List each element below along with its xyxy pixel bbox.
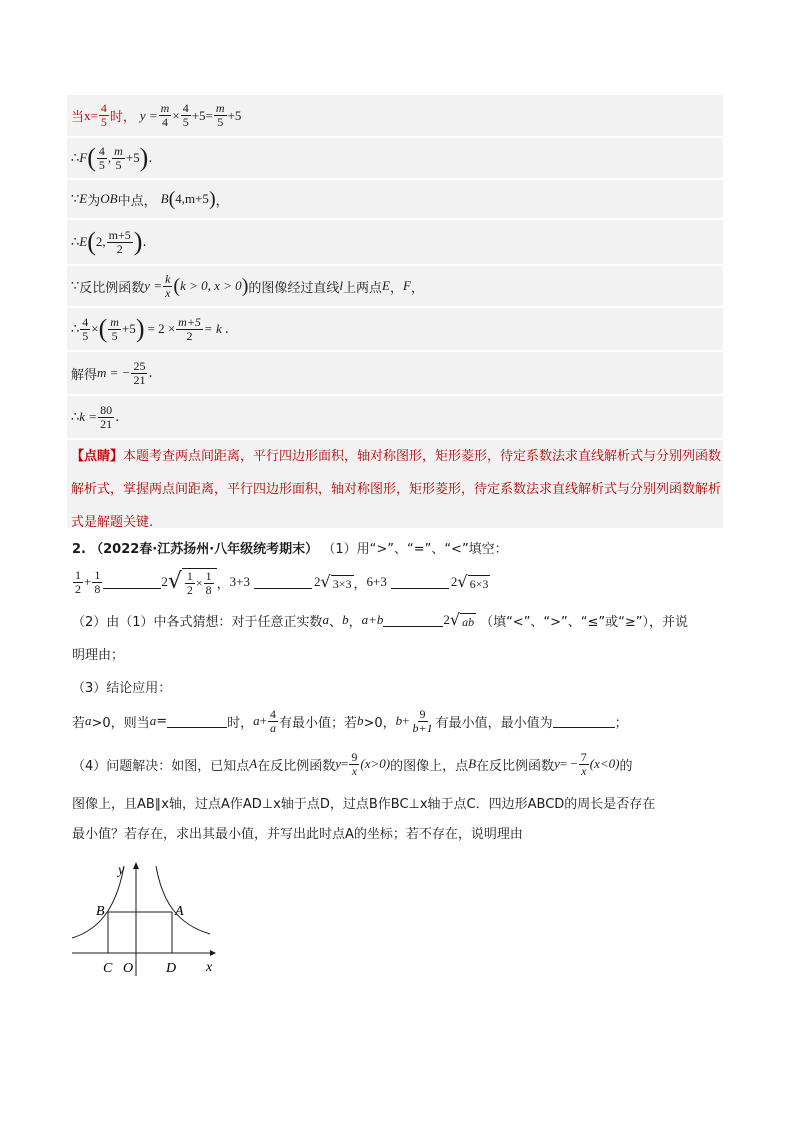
math-text: k > 0, x > 0: [180, 278, 242, 293]
math-text: +5: [227, 107, 242, 123]
key-points-tag: 【点睛】: [71, 449, 124, 464]
y-axis-arrow: [133, 862, 139, 869]
fraction: $\frac{m}{5}$: [215, 101, 225, 129]
problem2-header: [72, 538, 508, 557]
math-text: ×: [172, 107, 180, 123]
math-text: B: [160, 191, 169, 206]
fraction: $\frac{4}{a}$: [269, 706, 276, 735]
fraction: $\frac{m+5}{2}$: [108, 227, 131, 256]
answer-blank-2[interactable]: [254, 575, 312, 589]
problem-source: （2022春·江苏扬州·八年级统考期末）: [90, 542, 319, 557]
text: 反比例函数: [79, 280, 145, 296]
text: ∴: [71, 234, 80, 250]
part1-expressions: $\frac{1}{2}$ + $\frac{1}{8}$ 2 √ $\frac{1}{2}$ × $\frac{1}{8}$ ， 3+3 2 √ 3×3 ， 6+3 2 √ 6×3: [75, 567, 489, 597]
text: ∴: [71, 321, 80, 337]
part3-line: [72, 704, 628, 738]
math-text: E: [79, 191, 88, 206]
text: 在反比例函数: [476, 758, 555, 774]
text: （4）问题解决：如图，已知点: [72, 758, 250, 774]
label-o: O: [123, 961, 134, 976]
fraction: $\frac{4}{5}$: [98, 143, 105, 172]
fraction: $\frac{m}{5}$: [110, 314, 119, 343]
text: .: [115, 409, 120, 425]
key-points-note: [67, 440, 723, 528]
answer-blank-1[interactable]: [103, 575, 161, 589]
math-text: a+b: [361, 612, 384, 627]
math-text: = 2 ×: [147, 321, 176, 336]
text: 的: [619, 758, 633, 774]
x-axis-arrow: [210, 950, 216, 956]
math-text: A: [249, 756, 258, 771]
part4-line-3: 最小值？若存在，求出其最小值，并写出此时点A的坐标；若不存在，说明理由: [72, 827, 523, 842]
left-hyperbola-branch: [72, 866, 124, 938]
math-text: b: [395, 713, 403, 728]
part1-instruction: （1）用“>”、“=”、“<”填空：: [322, 542, 508, 557]
text: 时，: [227, 715, 254, 731]
hyperbola-figure: [68, 858, 224, 978]
fraction: $\frac{k}{x}$: [165, 271, 171, 300]
text: 为: [87, 193, 101, 209]
text: ，: [389, 280, 403, 296]
solution-line-3: ∵ E 为 OB 中点， B ( 4,m+5 ) ，: [67, 180, 723, 218]
text: .: [142, 234, 147, 250]
text: >0，则当: [91, 715, 150, 731]
math-text: = −: [559, 756, 578, 771]
math-text: y: [335, 756, 342, 771]
math-text: b: [342, 612, 349, 627]
text: 中点，: [117, 193, 157, 209]
math-text: (x<0): [589, 756, 620, 771]
text: ∵: [71, 191, 80, 207]
text: .: [148, 365, 153, 381]
math-text: a: [85, 713, 92, 728]
math-text: 2: [450, 574, 458, 589]
math-text: a: [253, 713, 260, 728]
fraction: $\frac{80}{21}$: [100, 402, 113, 431]
math-text: B: [468, 756, 477, 771]
fraction: $\frac{4}{5}$: [100, 101, 107, 129]
math-text: a: [322, 612, 330, 627]
fraction: $\frac{25}{21}$: [133, 358, 146, 387]
fraction: $\frac{m}{5}$: [114, 143, 123, 172]
part3-title: （3）结论应用：: [72, 681, 172, 696]
math-text: +: [259, 713, 267, 728]
text: 有最小值；若: [278, 715, 357, 731]
fraction: $\frac{9}{x}$: [351, 749, 358, 778]
text: 上两点: [343, 280, 383, 296]
text: 当: [71, 110, 85, 125]
text: 、: [329, 614, 343, 630]
text: 的图像上，点: [390, 758, 469, 774]
label-y: y: [118, 863, 125, 878]
math-text: = k: [203, 321, 222, 336]
math-text: l: [339, 278, 343, 293]
math-text: k =: [79, 409, 98, 424]
fraction: $\frac{m+5}{2}$: [178, 314, 201, 343]
math-text: m = −: [97, 365, 131, 380]
label-a: A: [175, 904, 184, 919]
math-text: x=: [84, 107, 98, 123]
text: （2）由（1）中各式猜想：对于任意正实数: [72, 614, 323, 630]
text: =: [156, 713, 168, 729]
answer-blank-6[interactable]: [553, 714, 615, 728]
answer-blank-3[interactable]: [391, 575, 449, 589]
text: ∵: [71, 278, 80, 294]
answer-blank-4[interactable]: [383, 613, 443, 627]
math-text: =: [341, 756, 349, 771]
text: >0，: [363, 715, 396, 731]
math-text: +5: [121, 321, 136, 336]
text: 解得: [71, 367, 98, 383]
math-text: y =: [139, 107, 158, 123]
math-text: 2,: [95, 234, 106, 249]
text: ，: [216, 576, 230, 592]
math-text: E: [382, 278, 390, 293]
fraction: $\frac{7}{x}$: [580, 749, 587, 778]
math-text: +: [402, 713, 410, 728]
solution-line-7: [67, 352, 723, 394]
math-text: 2: [161, 574, 168, 589]
math-text: (x>0): [360, 756, 391, 771]
text: ，: [353, 576, 367, 592]
solution-panel: [67, 95, 723, 528]
label-d: D: [166, 961, 177, 976]
math-text: ×: [91, 321, 99, 336]
solution-line-8: [67, 396, 723, 438]
math-text: 2: [443, 612, 450, 627]
fraction: $\frac{4}{5}$: [182, 101, 189, 129]
math-text: y: [554, 756, 560, 771]
text: .: [148, 150, 153, 166]
text: 的图像经过直线: [248, 280, 340, 296]
part2-line: [72, 610, 688, 630]
fraction: $\frac{1}{8}$: [94, 567, 101, 596]
text: 在反比例函数: [257, 758, 336, 774]
math-text: b: [356, 713, 364, 728]
math-text: a: [149, 713, 157, 728]
math-text: OB: [100, 191, 118, 206]
sqrt: √ 3×3: [320, 572, 352, 591]
label-c: C: [103, 961, 113, 976]
label-x: x: [206, 960, 213, 975]
label-b: B: [96, 904, 105, 919]
text: ∴: [71, 409, 80, 425]
math-text: +5: [125, 150, 140, 165]
math-text: y =: [144, 278, 163, 293]
math-text: +5=: [191, 107, 213, 123]
text: 时，: [109, 110, 136, 125]
part4-line-2: 图像上，且AB∥x轴，过点A作AD⊥x轴于点D，过点B作BC⊥x轴于点C．四边形ABCD的周长是否存在: [72, 797, 656, 812]
fraction: $\frac{m}{4}$: [160, 101, 170, 129]
key-points-text: 本题考查两点间距离，平行四边形面积，轴对称图形，矩形菱形，待定系数法求直线解析式与分别列函数解析式，掌握两点间距离，平行四边形面积，轴对称图形，矩形菱形，待定系数法求直线解析式与分别列函数解析式是解题关键.: [71, 449, 722, 530]
text: ，: [348, 614, 362, 630]
text: ，: [410, 280, 424, 296]
math-text: 6+3: [366, 574, 387, 589]
math-text: F: [79, 150, 88, 165]
text: ，: [215, 193, 229, 209]
sqrt: √ $\frac{1}{2}$ × $\frac{1}{8}$: [168, 567, 217, 597]
problem-number: 2.: [72, 542, 86, 557]
sqrt: √ ab: [449, 610, 475, 629]
part4-line-1: [72, 748, 632, 780]
solution-line-5: ∵ 反比例函数 y = $\frac{k}{x}$ ( k > 0, x > 0 ) 的图像经过直线 l 上两点 E ， F ，: [67, 266, 723, 306]
text: 若: [72, 715, 86, 731]
math-text: F: [402, 278, 411, 293]
math-text: 3+3: [229, 574, 251, 589]
right-hyperbola-branch: [156, 866, 210, 934]
math-text: E: [79, 234, 88, 249]
text: ；: [614, 715, 628, 731]
solution-line-4: ∴ E ( 2, $\frac{m+5}{2}$ ) .: [67, 220, 723, 264]
math-text: 2: [314, 574, 321, 589]
answer-blank-5[interactable]: [167, 714, 227, 728]
solution-line-1: [67, 95, 723, 136]
fraction: $\frac{1}{2}$: [75, 567, 81, 596]
fraction: $\frac{9}{b+1}$: [412, 706, 433, 735]
math-text: ,: [107, 150, 112, 165]
text: ∴: [71, 150, 80, 166]
text: 有最小值，最小值为: [435, 715, 553, 731]
text: （填“<”、“>”、“≤”或“≥”），并说: [480, 614, 689, 630]
math-text: 4,m+5: [175, 191, 209, 206]
sqrt: √ 6×3: [457, 572, 489, 591]
solution-line-2: ∴ F ( $\frac{4}{5}$ , $\frac{m}{5}$ +5 ) .: [67, 138, 723, 178]
solution-line-6: ∴ $\frac{4}{5}$ × ( $\frac{m}{5}$ +5 ) = 2 × $\frac{m+5}{2}$ = k .: [67, 308, 723, 350]
text: .: [224, 321, 229, 337]
fraction: $\frac{4}{5}$: [82, 314, 89, 343]
part2-line-2: 明理由；: [72, 648, 125, 663]
